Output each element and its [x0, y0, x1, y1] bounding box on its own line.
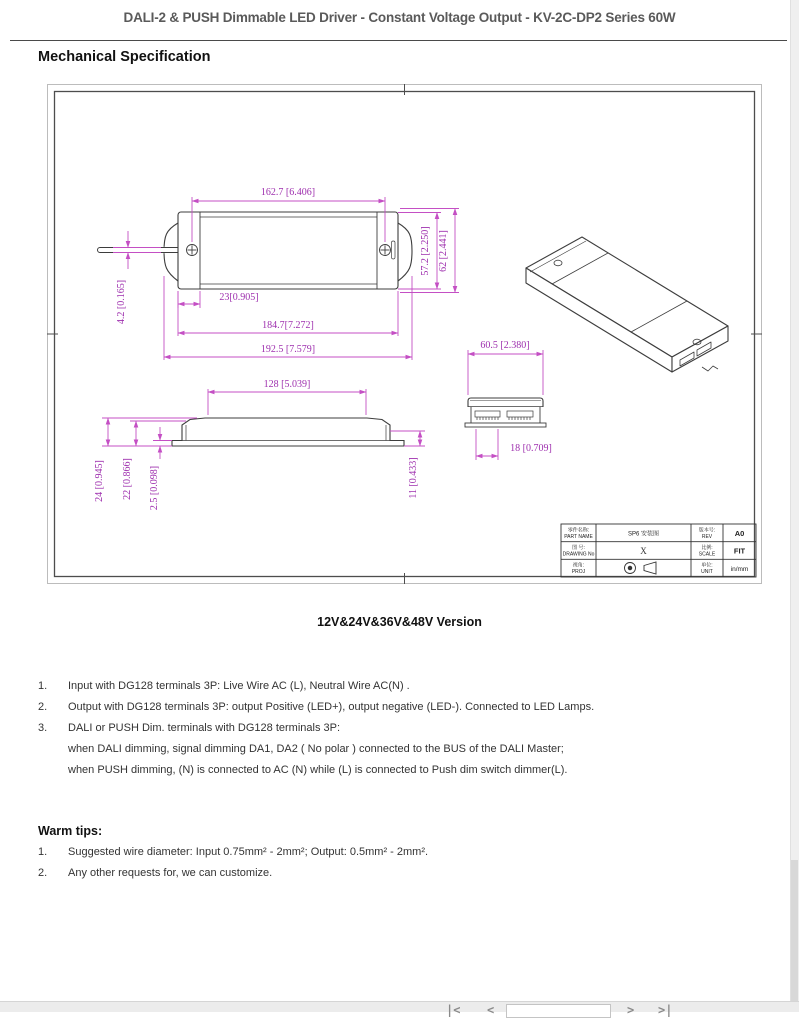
top-view	[98, 212, 413, 289]
right-screw-icon	[380, 245, 391, 256]
dim-cap-width: 23[0.905]	[219, 292, 259, 303]
mechanical-drawing-svg	[47, 84, 762, 584]
mechanical-drawing	[47, 84, 762, 584]
dim-body-width: 184.7[7.272]	[262, 320, 314, 331]
unit-label-cn: 单位:	[701, 562, 713, 569]
dim-screw-span: 162.7 [6.406]	[260, 187, 316, 198]
driver-body-top	[178, 212, 398, 289]
tip-text: Suggested wire diameter: Input 0.75mm² - 2mm²; Output: 0.5mm² - 2mm².	[68, 846, 429, 858]
side-profile	[172, 418, 404, 446]
warm-tips-list	[38, 846, 768, 888]
note-number: 3.	[38, 722, 48, 734]
scrollbar-thumb[interactable]	[791, 860, 798, 1001]
note-text: Output with DG128 terminals 3P: output Positive (LED+), output negative (LED-). Connected to LED Lamps.	[68, 701, 595, 713]
scale-value: FIT	[733, 546, 746, 556]
end-terminal-block-2	[507, 411, 533, 420]
dim-side-total-h: 24 [0.945]	[94, 460, 105, 502]
dim-side-plateau: 128 [5.039]	[263, 379, 311, 390]
page-title: DALI-2 & PUSH Dimmable LED Driver - Constant Voltage Output - KV-2C-DP2 Series 60W	[123, 10, 676, 25]
list-item-continuation	[38, 743, 768, 764]
section-title: Mechanical Specification	[38, 49, 211, 65]
dim-overall-height: 62 [2.441]	[438, 230, 449, 272]
tip-number: 2.	[38, 867, 48, 879]
rev-label-en: REV	[701, 534, 713, 540]
rev-label-cn: 版本号:	[698, 527, 716, 534]
last-page-button[interactable]: >|	[658, 1003, 673, 1017]
note-number: 2.	[38, 701, 48, 713]
note-text: Input with DG128 terminals 3P: Live Wire AC (L), Neutral Wire AC(N) .	[68, 680, 410, 692]
tip-text: Any other requests for, we can customize.	[68, 867, 273, 879]
projection-symbol-icon	[625, 562, 657, 574]
side-view	[172, 418, 404, 446]
dim-overall-width: 192.5 [7.579]	[260, 344, 316, 355]
end-view-dimension-labels	[480, 340, 551, 454]
warm-tips-title: Warm tips:	[38, 824, 103, 838]
scale-label-en: SCALE	[698, 551, 716, 558]
part-name-label-cn: 零件名称:	[567, 527, 590, 534]
unit-label-en: UNIT	[701, 569, 713, 575]
unit-value: in/mm	[730, 566, 749, 573]
dim-end-terminal-w: 18 [0.709]	[510, 443, 552, 454]
dim-cable-diameter: 4.2 [0.165]	[116, 279, 127, 325]
list-item	[38, 701, 768, 722]
scale-label-cn: 比例:	[701, 545, 713, 551]
list-item	[38, 680, 768, 701]
end-view	[465, 398, 546, 427]
drawing-no-label-en: DRAWING No	[562, 551, 595, 558]
notes-list	[38, 680, 768, 785]
drawing-no-label-cn: 图 号:	[572, 545, 585, 551]
list-item-continuation	[38, 764, 768, 785]
title-block	[561, 524, 756, 577]
header-divider	[10, 40, 787, 41]
first-page-button[interactable]: |<	[446, 1003, 461, 1017]
rev-value: A0	[734, 529, 745, 538]
part-name-label-en: PART NAME	[564, 534, 593, 540]
dim-side-base-h: 2.5 [0.098]	[149, 465, 160, 511]
drawing-no-value: X	[640, 546, 647, 556]
proj-label-en: PROJ	[571, 569, 586, 575]
isometric-view	[526, 237, 728, 372]
list-item	[38, 722, 768, 743]
list-item	[38, 867, 768, 888]
pager-toolbar	[0, 1001, 799, 1012]
note-text: DALI or PUSH Dim. terminals with DG128 terminals 3P:	[68, 722, 341, 734]
end-terminal-block-1	[475, 411, 500, 420]
prev-page-button[interactable]: <	[487, 1003, 495, 1017]
tip-number: 1.	[38, 846, 48, 858]
left-screw-icon	[187, 245, 198, 256]
dim-end-width: 60.5 [2.380]	[480, 340, 530, 351]
next-page-button[interactable]: >	[627, 1003, 635, 1017]
note-number: 1.	[38, 680, 48, 692]
dim-side-right-h: 11 [0.433]	[408, 457, 419, 499]
part-name-value: SP6 安装图	[627, 531, 660, 538]
note-text: when DALI dimming, signal dimming DA1, DA2 ( No polar ) connected to the BUS of the DALI Master;	[68, 743, 564, 755]
dim-side-body-h: 22 [0.866]	[122, 458, 133, 500]
right-mounting-ear	[398, 223, 412, 281]
list-item	[38, 846, 768, 867]
vertical-scrollbar[interactable]	[790, 0, 799, 1011]
version-caption: 12V&24V&36V&48V Version	[317, 615, 482, 629]
note-text: when PUSH dimming, (N) is connected to AC (N) while (L) is connected to Push dim switch dimmer(L).	[68, 764, 568, 776]
dim-body-height: 57.2 [2.250]	[420, 226, 431, 276]
proj-label-cn: 视角:	[572, 562, 585, 569]
page-number-input[interactable]	[506, 1004, 611, 1018]
